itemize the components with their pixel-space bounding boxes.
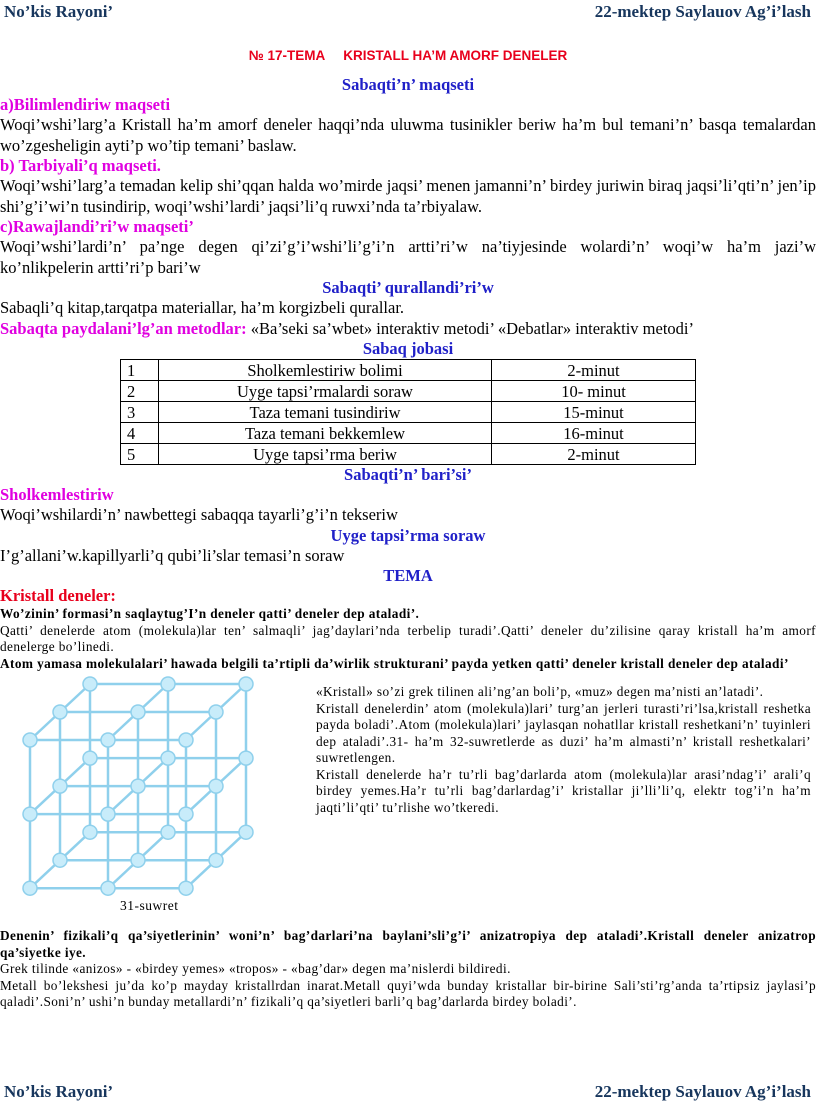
greek-meaning: Grek tilinde «anizos» - «birdey yemes» «tropos» - «bag’dar» degen ma’nislerdi bildiredi. (0, 961, 511, 976)
lattice-atom (131, 779, 145, 793)
footer-left: No’kis Rayoni’ (4, 1082, 114, 1101)
goal-c-label: c)Rawajlandi’ri’w maqseti’ (0, 217, 194, 236)
definition-anisotropy: Denenin’ fizikali’q qa’siyetlerinin’ woni’n’ bag’darlari’na baylani’sli’g’i’ anizatropiya dep ataladi’.Kristall deneler anizatrop qa’siyetke iye. (0, 928, 816, 960)
goal-a-label: a)Bilimlendiriw maqseti (0, 95, 171, 114)
tema-heading: TEMA (383, 566, 433, 585)
document-body (0, 48, 816, 672)
lattice-atom (53, 705, 67, 719)
page-title (0, 48, 816, 63)
definition-solid: Wo’zinin’ formasi’n saqlaytug’I’n deneler qatti’ deneler dep ataladi’. (0, 606, 420, 621)
organization-text: Woqi’wshilardi’n’ nawbettegi sabaqqa tayarli’g’i’n tekseriw (0, 505, 398, 524)
figure-paragraph-2: Kristall denelerdin’ atom (molekula)lari’ turg’an jerleri turasti’ri’lsa,kristall reshetka payda boladi’.Atom (molekula)lari’ jaylasqan nohatllar kristall reshetkani’n’ tuyinleri dep ataladi’.31- ha’m 32-suwretlerde as duzi’ ha’m almasti’n’ kristall reshetkalari’ suwretlengen. (316, 700, 811, 765)
lattice-atom (101, 733, 115, 747)
page-header (0, 2, 816, 24)
plan-number: 3 (121, 402, 159, 423)
lattice-atom (179, 881, 193, 895)
figure-caption: 31-suwret (120, 898, 179, 913)
metal-description: Metall bo’lekshesi ju’da ko’p mayday kristallrdan inarat.Metall quyi’wda bunday kristallar bir-birine Sali’sti’rg’anda ta’rtipsiz jaylasi’p qaladi’.Soni’n’ ushi’n bunday metallardi’n’ fizikali’q qa’siyetleri barli’q bag’darlarda birdey boladi’. (0, 977, 816, 1009)
footer-right: 22-mektep Saylauov Ag’i’lash (594, 1082, 811, 1101)
definition-crystal: Atom yamasa molekulalari’ hawada belgili ta’rtipli da’wirlik strukturani’ payda yetken qatti’ deneler kristall deneler dep ataladi’ (0, 655, 789, 671)
lattice-atom (161, 677, 175, 691)
lattice-atom (179, 807, 193, 821)
lattice-atom (161, 825, 175, 839)
plan-number: 4 (121, 423, 159, 444)
lattice-atom (209, 853, 223, 867)
table-row (121, 381, 696, 402)
figure-paragraph-1: «Kristall» so’zi grek tilinen ali’ng’an boli’p, «muz» degen ma’nisti an’latadi’. (316, 684, 764, 699)
plan-stage: Uyge tapsi’rmalardi soraw (159, 381, 492, 402)
plan-number: 1 (121, 360, 159, 381)
lattice-atom (101, 881, 115, 895)
title-text: KRISTALL HA’M AMORF DENELER (343, 48, 568, 63)
plan-stage: Uyge tapsi’rma beriw (159, 444, 492, 465)
goal-c-text: Woqi’wshi’lardi’n’ pa’nge degen qi’zi’g’i’wshi’li’g’i’n artti’ri’w na’tiyjesinde wolardi’n’ woqi’w ha’m jazi’w ko’nlikpelerin artti’ri’p bari’w (0, 237, 816, 277)
equipment-heading: Sabaqti’ qurallandi’ri’w (322, 278, 494, 297)
lattice-atom (209, 705, 223, 719)
lattice-atom (239, 751, 253, 765)
plan-time: 16-minut (492, 423, 696, 444)
header-right: 22-mektep Saylauov Ag’i’lash (594, 2, 811, 21)
lattice-atom (53, 853, 67, 867)
equipment-text: Sabaqli’q kitap,tarqatpa materiallar, ha’m korgizbeli qurallar. (0, 298, 405, 317)
plan-time: 2-minut (492, 360, 696, 381)
lattice-atom (131, 705, 145, 719)
plan-stage: Taza temani tusindiriw (159, 402, 492, 423)
table-row (121, 423, 696, 444)
homework-heading: Uyge tapsi’rma soraw (330, 525, 486, 545)
plan-time: 10- minut (492, 381, 696, 402)
plan-stage: Taza temani bekkemlew (159, 423, 492, 444)
homework-text: I’g’allani’w.kapillyarli’q qubi’li’slar temasi’n soraw (0, 545, 345, 565)
kristall-label: Kristall deneler: (0, 586, 116, 605)
methods-line (0, 319, 816, 340)
lattice-atom (131, 853, 145, 867)
lattice-atom (209, 779, 223, 793)
lattice-atom (83, 677, 97, 691)
goal-b-label: b) Tarbiyali’q maqseti. (0, 156, 161, 175)
lattice-atom (239, 825, 253, 839)
organization-label: Sholkemlestiriw (0, 485, 114, 504)
solid-description: Qatti’ denelerde atom (molekula)lar ten’ salmaqli’ jag’daylari’nda terbelip turadi’.Qatti’ deneler du’zilisine qaray kristall ha’m amorf denelerge bo’linedi. (0, 622, 816, 654)
plan-time: 15-minut (492, 402, 696, 423)
lattice-atom (239, 677, 253, 691)
lattice-atom (53, 779, 67, 793)
figure-description (316, 684, 811, 816)
table-row (121, 402, 696, 423)
goal-b-text: Woqi’wshi’larg’a temadan kelip shi’qqan halda wo’mirde jaqsi’ menen jamanni’n’ birdey juriwin biraq jaqsi’li’qti’n’ jen’ip shi’g’i’wi’n tusindirip, woqi’wshi’lardi’ jaqsi’li’q ruwxi’nda ta’rbiyalaw. (0, 176, 816, 216)
methods-label: Sabaqta paydalani’lg’an metodlar: (0, 318, 247, 338)
plan-time: 2-minut (492, 444, 696, 465)
header-left: No’kis Rayoni’ (4, 2, 114, 21)
lattice-atom (23, 881, 37, 895)
lattice-atom (83, 751, 97, 765)
lesson-plan-table (120, 359, 696, 465)
methods-text: «Ba’seki sa’wbet» interaktiv metodi’ «Debatlar» interaktiv metodi’ (246, 318, 694, 338)
figure-paragraph-3: Kristall denelerde ha’r tu’rli bag’darlarda atom (molekula)lar arasi’ndag’i’ arali’q birdey yemes.Ha’r tu’rli bag’darlardag’i’ kristallar ji’lli’li’q, elektr tog’i’n ha’m jaqti’li’qti’ tu’rlishe wo’tkeredi. (316, 766, 811, 815)
table-row (121, 360, 696, 381)
lattice-atom (23, 807, 37, 821)
plan-number: 2 (121, 381, 159, 402)
table-row (121, 444, 696, 465)
plan-heading: Sabaq jobasi (362, 339, 454, 358)
course-heading: Sabaqti’n’ bari’si’ (344, 465, 472, 484)
plan-stage: Sholkemlestiriw bolimi (159, 360, 492, 381)
goal-a-text: Woqi’wshi’larg’a Kristall ha’m amorf deneler haqqi’nda uluwma tusinikler beriw ha’m bul temani’n’ basqa temalardan wo’zgesheligin ayti’p wo’tip temani’ baslaw. (0, 115, 816, 155)
goal-heading: Sabaqti’n’ maqseti (341, 75, 475, 94)
lattice-atom (179, 733, 193, 747)
page-footer (0, 1082, 816, 1104)
title-number: № 17-TEMA (248, 48, 326, 63)
lattice-atom (83, 825, 97, 839)
lattice-atom (23, 733, 37, 747)
plan-number: 5 (121, 444, 159, 465)
lattice-atom (101, 807, 115, 821)
anisotropy-section (0, 928, 816, 1011)
lattice-atom (161, 751, 175, 765)
